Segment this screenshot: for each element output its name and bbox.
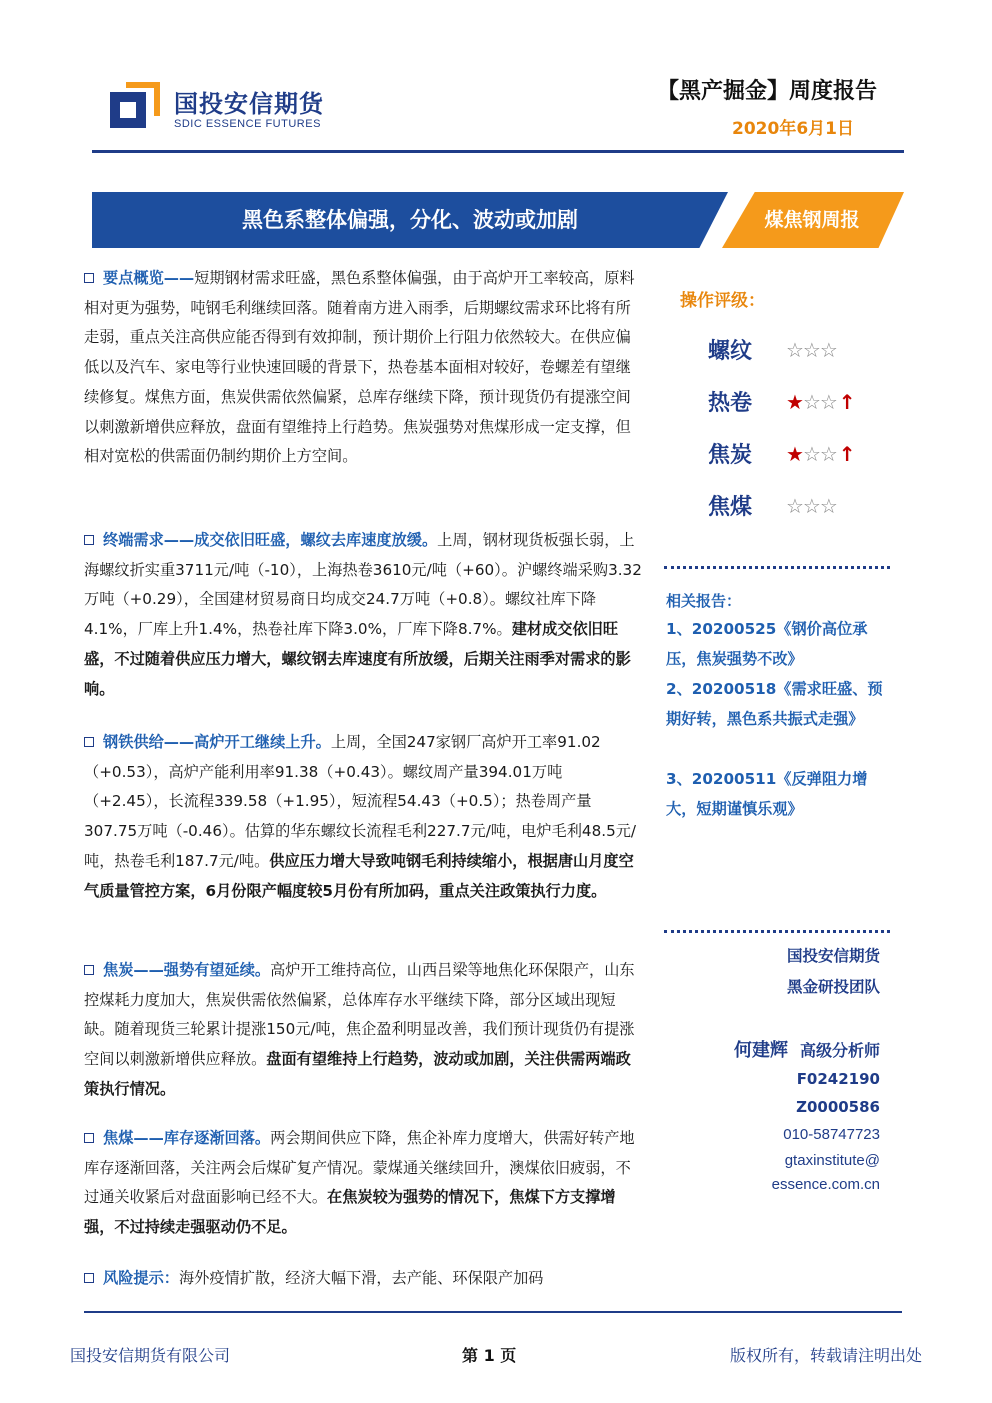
section-risk [84,1264,644,1294]
company-name-en: SDIC ESSENCE FUTURES [174,118,321,130]
related-title: 相关报告： [666,592,742,610]
empty-star-icon: ☆☆ [802,442,837,466]
square-bullet-icon [84,1133,94,1143]
filled-star-icon: ★ [786,442,803,466]
empty-star-icon: ☆☆☆ [786,494,837,518]
related-report-link[interactable]: 2、20200518《需求旺盛、预期好转，黑色系共振式走强》 [666,680,883,728]
analyst-title: 高级分析师 [799,1041,880,1060]
related-report-link[interactable]: 3、20200511《反弹阻力增大，短期谨慎乐观》 [666,770,868,818]
footer-company: 国投安信期货有限公司 [70,1346,231,1365]
up-arrow-icon: ↑ [838,390,855,414]
rating-stars [786,442,855,466]
rating-title: 操作评级： [680,291,765,311]
section-bold-text: 盘面有望维持上行趋势，波动或加剧，关注供需两端政策执行情况。 [84,1050,631,1098]
section-text: 上周，钢材现货板强长弱，上海螺纹折实重3711元/吨（-10），上海热卷3610元/吨（+60）。沪螺终端采购3.32万吨（+0.29），全国建材贸易商日均成交24.7万吨（+0.8）。螺纹社库下降4.1%，厂库上升1.4%，热卷社库下降3.0%，厂库下降8.7%。 [84,531,642,639]
rating-product: 焦煤 [708,495,753,520]
square-bullet-icon [84,535,94,545]
section-coke [84,956,644,1105]
rating-stars [786,494,839,518]
footer-copyright: 版权所有，转载请注明出处 [729,1346,922,1365]
logo-mark-icon [108,78,164,134]
up-arrow-icon: ↑ [838,442,855,466]
section-heading: 焦煤——库存逐渐回落。 [103,1129,271,1147]
banner-title: 黑色系整体偏强，分化、波动或加剧 [242,208,578,232]
analyst-email-line1[interactable]: gtaxinstitute@ [784,1152,880,1169]
company-name-cn: 国投安信期货 [174,90,324,118]
section-heading: 终端需求——成交依旧旺盛，螺纹去库速度放缓。 [103,531,438,549]
rating-stars [786,390,855,414]
title-banner [92,192,904,248]
section-overview [84,264,644,472]
section-heading: 钢铁供给——高炉开工继续上升。 [103,733,331,751]
section-text: 海外疫情扩散，经济大幅下滑，去产能、环保限产加码 [178,1269,544,1287]
analyst [734,1036,880,1062]
team-name: 黑金研投团队 [786,978,880,996]
rating-product: 螺纹 [708,339,753,364]
header-divider [92,150,904,153]
report-type: 【黑产掘金】周度报告 [656,79,877,104]
footer-divider [84,1311,902,1313]
section-text: 高炉开工维持高位，山西吕梁等地焦化环保限产，山东控煤耗力度加大，焦炭供需依然偏紧，总体库存水平继续下降，部分区域出现短缺。随着现货三轮累计提涨150元/吨，焦企盈利明显改善，我们预计现货仍有提涨空间以刺激新增供应释放。 [84,961,635,1069]
rating-product: 焦炭 [708,443,753,468]
filled-star-icon: ★ [786,390,803,414]
analyst-cert-z: Z0000586 [796,1098,880,1116]
square-bullet-icon [84,965,94,975]
analyst-email-line2[interactable]: essence.com.cn [771,1176,880,1193]
section-bold-text: 供应压力增大导致吨钢毛利持续缩小，根据唐山月度空气质量管控方案，6月份限产幅度较5月份有所加码，重点关注政策执行力度。 [84,851,634,900]
section-supply [84,728,644,906]
section-bold-text: 在焦炭较为强势的情况下，焦煤下方支撑增强，不过持续走强驱动仍不足。 [84,1188,616,1237]
analyst-name: 何建辉 [733,1040,788,1061]
section-heading: 要点概览—— [103,269,195,287]
rating-stars [786,338,839,362]
section-text: 上周，全国247家钢厂高炉开工率91.02（+0.53），高炉产能利用率91.38（+0.43）。螺纹周产量394.01万吨（+2.45），长流程339.58（+1.95），短流程54.43（+0.5）；热卷周产量307.75万吨（-0.46）。估算的华东螺纹长流程毛利227.7元/吨，电炉毛利48.5元/吨，热卷毛利187.7元/吨。 [84,733,637,870]
analyst-cert-f: F0242190 [796,1070,880,1088]
section-heading: 风险提示： [103,1269,179,1287]
analyst-phone: 010-58747723 [783,1126,880,1143]
square-bullet-icon [84,273,94,283]
section-demand [84,526,644,704]
rating-product: 热卷 [708,391,753,416]
footer-page-number: 第 1 页 [462,1346,517,1365]
banner-tag: 煤焦钢周报 [764,209,860,231]
section-text: 短期钢材需求旺盛，黑色系整体偏强，由于高炉开工率较高，原料相对更为强势，吨钢毛利继续回落。随着南方进入雨季，后期螺纹需求环比将有所走弱，重点关注高供应能否得到有效抑制，预计期价上行阻力依然较大。在供应偏低以及汽车、家电等行业快速回暖的背景下，热卷基本面相对较好，卷螺差有望继续修复。煤焦方面，焦炭供需依然偏紧，总库存继续下降，预计现货仍有提涨空间以刺激新增供应释放，盘面有望维持上行趋势。焦炭强势对焦煤形成一定支撑，但相对宽松的供需面仍制约期价上方空间。 [84,269,635,466]
empty-star-icon: ☆☆☆ [786,338,837,362]
team-org: 国投安信期货 [786,947,880,965]
section-coking-coal [84,1124,644,1243]
report-date: 2020年6月1日 [732,119,854,139]
square-bullet-icon [84,737,94,747]
section-bold-text: 建材成交依旧旺盛，不过随着供应压力增大，螺纹钢去库速度有所放缓，后期关注雨季对需求的影响。 [84,620,631,698]
company-logo [108,78,358,138]
dotted-divider [664,930,890,933]
section-text: 两会期间供应下降，焦企补库力度增大，供需好转产地库存逐渐回落，关注两会后煤矿复产情况。蒙煤通关继续回升，澳煤依旧疲弱，不过通关收紧后对盘面影响已经不大。 [84,1129,635,1207]
empty-star-icon: ☆☆ [802,390,837,414]
related-report-link[interactable]: 1、20200525《钢价高位承压，焦炭强势不改》 [666,620,868,668]
dotted-divider [664,566,890,569]
square-bullet-icon [84,1273,94,1283]
section-heading: 焦炭——强势有望延续。 [103,961,271,979]
